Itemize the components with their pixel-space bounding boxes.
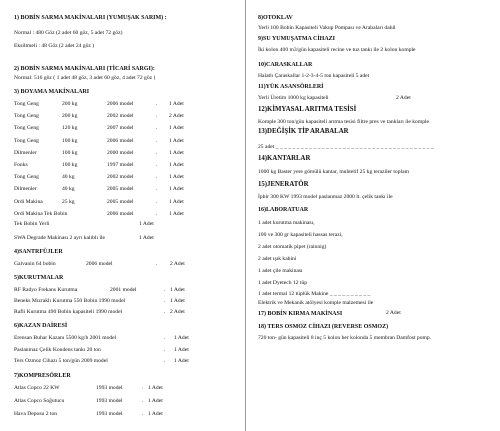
boyama-row-dot: .: [156, 162, 158, 168]
kurutma-row-dot: .: [164, 298, 166, 304]
s10-line: Halatlı Çaraskallar 1-2-3-4-5 ton kapasiteli 5 adet: [258, 73, 370, 79]
boyama-row-name: Tong Geng: [14, 174, 39, 180]
boyama-row-model: 2007 model: [107, 125, 134, 131]
s4-qty: 2 Adet: [170, 261, 185, 267]
boyama-row-capacity: 100 kg: [62, 150, 78, 156]
section-7-title: 7)KOMPRESÖRLER: [14, 373, 71, 379]
section-9-title: 9)SU YUMUŞATMA CİHAZI: [258, 36, 336, 42]
boyama-row-dot: .: [156, 211, 158, 217]
boyama-row-name: Dilmenler: [14, 150, 37, 156]
kazan-row-dot: .: [164, 358, 166, 364]
kurutma-row-qty: 1 Adet: [170, 287, 185, 293]
s3-swa: SWA Degrade Makinası 2 ayrı kalıblı ile: [14, 235, 106, 241]
kompresor-row-model: 1993 model: [96, 385, 123, 391]
kazan-row-text: Erensan Buhar Kazanı 5500 kg/h 2001 model: [14, 335, 117, 341]
boyama-row-model: 2000 model: [107, 150, 134, 156]
s14-line: 1000 kg Baster yere gömülü kantar, muhtelif 25 kg teraziler toplam: [258, 169, 409, 175]
s11-qty: 2 Adet: [396, 95, 411, 101]
laboratuar-line: 1 adet kurutma makinası,: [258, 220, 315, 226]
boyama-row-qty: 1 Adet: [169, 125, 184, 131]
boyama-row-dot: .: [156, 101, 158, 107]
laboratuar-line: 100 ve 300 gr kapasiteli hassas terazi,: [258, 232, 343, 238]
kazan-row-dot: .: [164, 335, 166, 341]
boyama-row-name: Fonks: [14, 162, 28, 168]
section-18-title: 18) TERS OSMOZ CİHAZI (REVERSE OSMOZ): [258, 324, 389, 330]
s13-line: 25 adet _ _ _ _ _ _ _ _ _ _ _ _ _ _ _ _ _ _ _ _ _ _ _ _ _ _ _ _ _ _ _ _ _ _ _ _ _ _: [258, 144, 434, 150]
laboratuar-line: Elektrik ve Mekanik atölyesi komple malzemesi ile: [258, 300, 374, 306]
s11-line: Yerli Üretim 1000 kg kapasiteli: [258, 95, 329, 101]
boyama-row-dot: .: [156, 174, 158, 180]
kazan-row-dot: .: [164, 347, 166, 353]
section-4-title: 4)SANTRFÜJLER: [14, 249, 63, 255]
boyama-row-dot: .: [156, 199, 158, 205]
section-3-title: 3) BOYAMA MAKİNALARI: [14, 89, 90, 95]
kompresor-row-dot: .: [142, 385, 144, 391]
boyama-row-capacity: 25 kg: [62, 199, 75, 205]
s2-line: Normal: 516 göz ( 1 adet 48 göz, 3 adet 60 göz, 4 adet 72 göz ): [14, 75, 156, 81]
kompresor-row-model: 1993 model: [96, 398, 123, 404]
boyama-row-model: 2005 model: [107, 186, 134, 192]
kazan-row-text: Paslanmaz Çelik Kondens tankı 20 ton: [14, 347, 101, 353]
boyama-row-model: 2002 model: [107, 174, 134, 180]
kompresor-row-model: 1993 model: [96, 411, 123, 417]
section-12-title: 12)KİMYASAL ARITMA TESİSİ: [258, 106, 357, 113]
boyama-row-model: 1997 model: [107, 162, 134, 168]
boyama-row-model: 2006 model: [107, 138, 134, 144]
kurutma-row-qty: 2 Adet: [170, 309, 185, 315]
boyama-row-qty: 1 Adet: [169, 211, 184, 217]
left-column: [14, 0, 236, 431]
boyama-row-capacity: 100 kg: [62, 162, 78, 168]
boyama-row-capacity: 100 kg: [62, 138, 78, 144]
boyama-row-model: 2005 model: [107, 199, 134, 205]
boyama-row-model: 2006 model: [107, 101, 134, 107]
kompresor-row-dot: .: [142, 411, 144, 417]
kompresor-row-name: Hava Deposu 2 ton: [14, 411, 58, 417]
boyama-row-qty: 2 Adet: [169, 113, 184, 119]
boyama-row-model: 2002 model: [107, 113, 134, 119]
boyama-row-capacity: 40 kg: [62, 174, 75, 180]
section-5-title: 5)KURUTMALAR: [14, 275, 64, 281]
section-11-title: 11)YÜK ASANSÖRLERİ: [258, 84, 324, 90]
s1-normal: Normal : 480 Göz (2 adet 60 göz, 5 adet 72 göz): [14, 30, 123, 36]
kompresor-row-name: Atlas Copco 22 KW: [14, 385, 60, 391]
section-1-title: 1) BOBİN SARMA MAKİNALARI (YUMUŞAK SARIM) :: [14, 15, 167, 21]
boyama-row-name: Dilmenler: [14, 186, 37, 192]
section-16-title: 16)LABORATUAR: [258, 207, 309, 213]
kompresor-row-dot: .: [142, 398, 144, 404]
kurutma-row-dot: .: [164, 287, 166, 293]
kurutma-row-text: Rafli Kurutma 490 Bobin kapasiteli 1990 model: [14, 309, 123, 315]
boyama-row-dot: .: [156, 113, 158, 119]
boyama-row-dot: .: [156, 138, 158, 144]
swa-qty: 1 Adet: [139, 235, 154, 241]
s4-model: 2006 model: [86, 261, 113, 267]
s9-line: İki kolon 400 m3/gün kapasiteli recine ve tuz tankı ile 2 kolon komple: [258, 47, 416, 53]
kazan-row-qty: 1 Adet: [174, 347, 189, 353]
boyama-row-qty: 1 Adet: [169, 138, 184, 144]
kurutma-row-qty: 1 Adet: [170, 298, 185, 304]
boyama-row-qty: 1 Adet: [169, 150, 184, 156]
section-8-title: 8)OTOKLAV: [258, 15, 293, 21]
boyama-row-capacity: 200 kg: [62, 113, 78, 119]
kazan-row-qty: 1 Adet: [174, 358, 189, 364]
section-17-title: 17) BOBİN KIRMA MAKİNASI: [258, 311, 343, 317]
laboratuar-line: 1 adet termal 12 tüplük Makine _ _ _ _ _ _ _ _ _ _: [258, 291, 371, 297]
boyama-row-model: 2006 model: [107, 211, 134, 217]
column-divider: [245, 0, 246, 431]
s4-name: Galvanin 64 bobin: [14, 261, 56, 267]
kompresor-row-qty: 1 Adet: [148, 385, 163, 391]
boyama-row-qty: 1 Adet: [169, 186, 184, 192]
s18-line: 720 ton- gün kapasiteli 8 inç 5 kolon her kolonda 5 membran Damfost pomp.: [258, 335, 432, 341]
kazan-row-qty: 1 Adet: [174, 335, 189, 341]
laboratuar-line: 2 adet otomatik pipet (rainnig): [258, 244, 327, 250]
boyama-row-qty: 1 Adet: [169, 162, 184, 168]
section-10-title: 10)CARASKALLAR: [258, 62, 313, 68]
boyama-row-capacity: 40 kg: [62, 186, 75, 192]
kurutma-row-text: RF Radyo Frekans Kurutma: [14, 287, 78, 293]
s8-line: Yerli 100 Bobin Kapasiteli Vakup Pompası ve Arabaları dahil: [258, 25, 396, 31]
kompresor-row-qty: 1 Adet: [148, 398, 163, 404]
tek-bobin-name: Tek Bobin Yerli: [14, 221, 50, 227]
boyama-row-name: Tong Geng: [14, 125, 39, 131]
laboratuar-line: 1 adet Dyetech 12 tüp: [258, 280, 308, 286]
boyama-row-qty: 1 Adet: [169, 101, 184, 107]
boyama-row-name: Tong Geng: [14, 101, 39, 107]
kurutma-row-dot: .: [164, 309, 166, 315]
boyama-row-qty: 1 Adet: [169, 199, 184, 205]
kompresor-row-name: Atlas Copco Soğutucu: [14, 398, 65, 404]
s15-line: İpbir 300 KW 1993 model paslanmaz 2000 lt. çelik tankı ile: [258, 194, 393, 200]
boyama-row-capacity: 120 kg: [62, 125, 78, 131]
section-13-title: 13)DEĞİŞİK TİP ARABALAR: [258, 128, 349, 135]
boyama-row-name: Ordi Makina: [14, 199, 43, 205]
kazan-row-text: Ters Ozmoz Cihazı 5 ton/gün 2009 model: [14, 358, 108, 364]
boyama-row-dot: .: [156, 186, 158, 192]
boyama-row-dot: .: [156, 150, 158, 156]
laboratuar-line: 1 adet çile makinası: [258, 268, 303, 274]
section-6-title: 6)KAZAN DAİRESİ: [14, 323, 68, 329]
boyama-row-name: Tong Geng: [14, 138, 39, 144]
laboratuar-line: 2 adet ışık kabini: [258, 256, 297, 262]
boyama-row-capacity: 200 kg: [62, 101, 78, 107]
boyama-row-name: Tong Geng: [14, 113, 39, 119]
boyama-row-name: Ordi Makina Tek Bobin: [14, 211, 68, 217]
section-15-title: 15)JENERATÖR: [258, 181, 309, 188]
section-2-title: 2) BOBİN SARMA MAKİNALARI (TİCARİ SARGI):: [14, 66, 155, 72]
s12-line: Komple 300 ton/gün kapasiteli arıtma tesisi filtre pres ve tankları ile komple: [258, 119, 430, 125]
section-14-title: 14)KANTARLAR: [258, 155, 311, 162]
s4-dot: .: [156, 261, 158, 267]
kurutma-row-model: 2001 model: [110, 287, 137, 293]
s1-eksiltmeli: Eksiltmeli : 48 Göz (2 adet 24 göz ): [14, 43, 95, 49]
kompresor-row-qty: 1 Adet: [148, 411, 163, 417]
boyama-row-qty: 1 Adet: [169, 174, 184, 180]
s3-tek-bobin: [14, 222, 50, 228]
s17-qty: 2 Adet: [386, 310, 401, 316]
boyama-row-dot: .: [156, 125, 158, 131]
right-column: [258, 0, 494, 431]
kurutma-row-text: Beneks Mızraklı Kurutma 550 Bobin 1990 model: [14, 298, 126, 304]
tek-bobin-qty: 1 Adet: [139, 221, 154, 227]
